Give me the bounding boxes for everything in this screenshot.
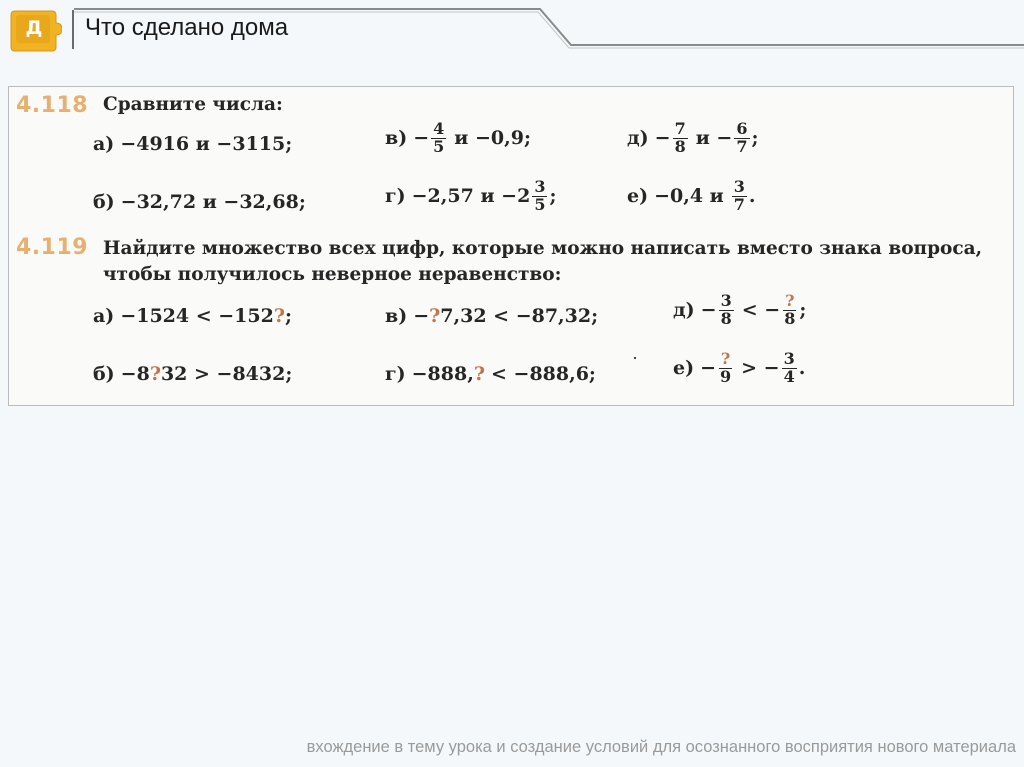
task-number-4-119: 4.119 [16, 235, 89, 260]
task-119-item-a: а) −1524 < −152 ? ; [93, 305, 292, 327]
logo-letter: Д [25, 17, 43, 39]
page-title: Что сделано дома [85, 14, 289, 41]
task-119-item-e: е) − $\frac{?}{9}$ > − $\frac{3}{4}$ . [673, 349, 806, 386]
task-118-item-v: в) − $\frac{4}{5}$ и −0,9; [385, 119, 531, 156]
textbook-scan [8, 86, 1014, 406]
task-119-item-d: д) − $\frac{3}{8}$ < − $\frac{?}{8}$ ; [673, 291, 807, 328]
fraction: $\frac{3}{5}$ [534, 177, 546, 214]
fraction: $\frac{?}{8}$ [784, 291, 796, 328]
task-119-text-line1: Найдите множество всех цифр, которые можно написать вместо знака вопроса, [103, 238, 983, 259]
fraction: $\frac{7}{8}$ [674, 119, 686, 156]
task-118-item-d: д) − $\frac{7}{8}$ и − $\frac{6}{7}$ ; [627, 119, 759, 156]
fraction: $\frac{4}{5}$ [433, 119, 445, 156]
task-119-item-v: в) − ? 7,32 < −87,32; [385, 305, 599, 327]
fraction: $\frac{3}{4}$ [783, 349, 795, 386]
task-number-4-118: 4.118 [16, 93, 89, 118]
task-118-item-e: е) −0,4 и $\frac{3}{7}$ . [627, 177, 756, 214]
fraction: $\frac{3}{7}$ [733, 177, 745, 214]
task-119-text-line2: чтобы получилось неверное неравенство: [103, 264, 562, 285]
task-118-text: Сравните числа: [103, 94, 283, 115]
fraction: $\frac{3}{8}$ [720, 291, 732, 328]
task-118-item-a: а) −4916 и −3115; [93, 133, 293, 155]
fraction: $\frac{6}{7}$ [736, 119, 748, 156]
task-119-item-g: г) −888, ? < −888,6; [385, 363, 596, 385]
task-118-item-g: г) −2,57 и −2 $\frac{3}{5}$ ; [385, 177, 557, 214]
footer-caption: вхождение в тему урока и создание условий для осознанного восприятия нового материала [306, 738, 1016, 756]
fraction: $\frac{?}{9}$ [720, 349, 732, 386]
task-119-item-b: б) −8 ? 32 > −8432; [93, 363, 293, 385]
task-118-item-b: б) −32,72 и −32,68; [93, 191, 306, 213]
stray-dot [634, 357, 636, 359]
